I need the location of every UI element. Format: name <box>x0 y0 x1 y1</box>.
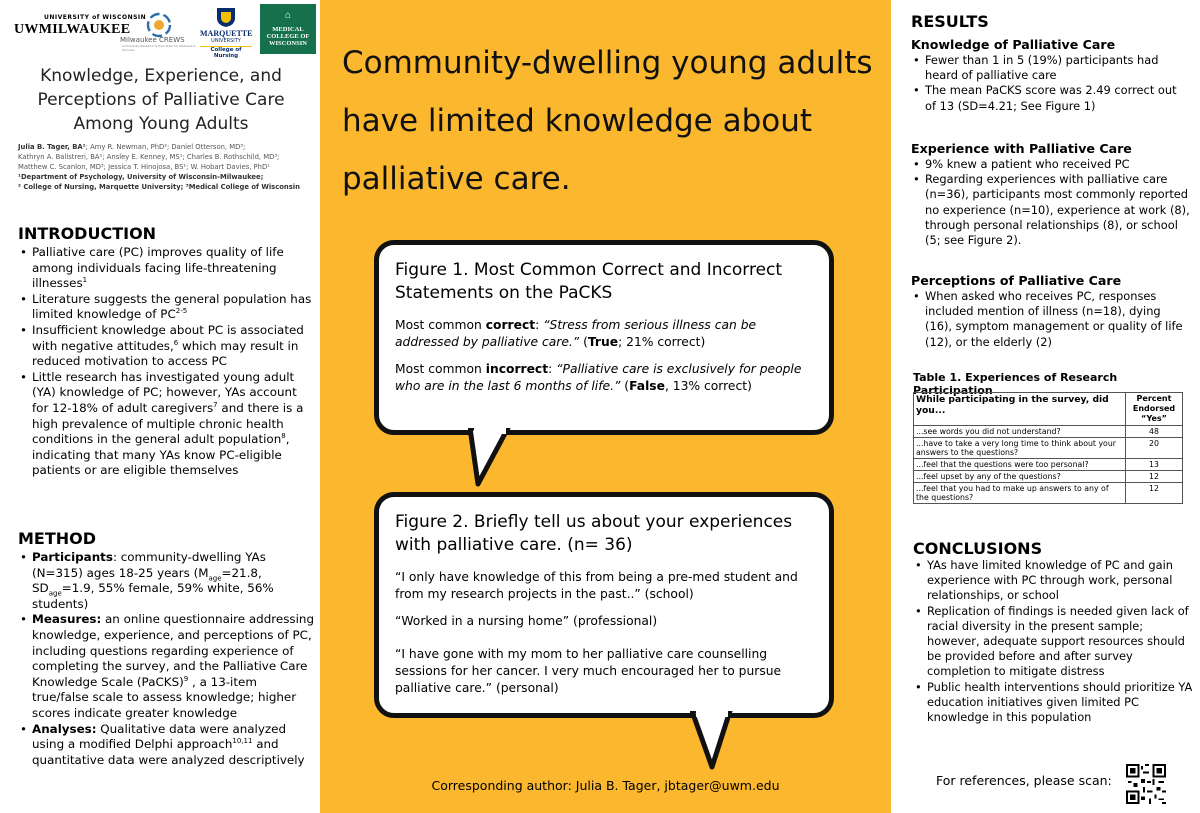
method-bullet: • Analyses: Qualitative data were analyzed using a modified Delphi approach$^{10,11}$ and quantitative data were analyzed descriptively <box>32 722 314 769</box>
author-line3: Matthew C. Scanlon, MD³; Jessica T. Hinojosa, BS¹; W. Hobart Davies, PhD¹ <box>18 163 270 171</box>
uwm-logo: UWMILWAUKEE <box>14 22 131 37</box>
method-bullet: • Measures: an online questionnaire addressing knowledge, experience, and perceptions of PC, including questions regarding experience of completing the survey, and the Palliative Care Knowledge Scale (PaCKS)$^9$ , a 13-item true/false scale to assess knowledge; higher scores indicate greater knowledge <box>32 612 314 721</box>
introduction-section <box>18 224 314 479</box>
experience-bullet: • 9% knew a patient who received PC <box>925 157 1191 172</box>
left-column <box>0 0 318 813</box>
corresponding-author: Corresponding author: Julia B. Tager, jbtager@uwm.edu <box>431 778 780 793</box>
author-first: Julia B. Tager, BA¹ <box>18 143 86 151</box>
table1-header-percent: Percent Endorsed “Yes” <box>1126 393 1183 426</box>
method-heading: METHOD <box>18 529 97 548</box>
perceptions-list <box>911 289 1191 350</box>
conclusion-bullet: • Public health interventions should prioritize YA education initiatives given limited PC knowledge in this population <box>927 680 1195 726</box>
crews-logo-subtext: Community Research & Education for Wellness & Services <box>122 44 196 52</box>
figure1-title: Figure 1. Most Common Correct and Incorrect Statements on the PaCKS <box>395 260 783 303</box>
perceptions-bullet: • When asked who receives PC, responses included mention of illness (n=18), dying (16), symptom management or quality of life (12), or the elderly (2) <box>925 289 1191 350</box>
uwm-logo-top: UNIVERSITY of WISCONSIN <box>44 14 147 21</box>
method-list <box>18 550 314 768</box>
poster-title: Knowledge, Experience, and Perceptions of Palliative Care Among Young Adults <box>37 66 285 134</box>
affiliation-2: ² College of Nursing, Marquette University; ³Medical College of Wisconsin <box>18 183 300 191</box>
mcw-line3: WISCONSIN <box>269 40 307 47</box>
experience-list <box>911 157 1191 248</box>
intro-bullet: • Literature suggests the general population has limited knowledge of PC$^{2-5}$ <box>32 292 314 323</box>
introduction-list <box>18 245 314 479</box>
affiliation-1: ¹Department of Psychology, University of Wisconsin-Milwaukee; <box>18 173 264 181</box>
figure2-quote-personal: “I have gone with my mom to her palliative care counselling sessions for her cancer. I very much encouraged her to pursue palliative care.” (personal) <box>395 647 782 695</box>
figure1-bubble <box>374 240 834 435</box>
conclusions-list <box>913 558 1195 725</box>
mcw-line2: COLLEGE OF <box>266 33 310 40</box>
results-knowledge <box>911 37 1191 114</box>
results-heading: RESULTS <box>911 12 989 31</box>
intro-bullet: • Palliative care (PC) improves quality of life among individuals facing life-threatening illnesses$^1$ <box>32 245 314 292</box>
results-experience <box>911 141 1191 248</box>
results-perceptions <box>911 273 1191 350</box>
crews-logo-text: Milwaukee CREWS <box>120 36 185 44</box>
table1-header-row <box>914 393 1183 426</box>
experience-bullet: • Regarding experiences with palliative care (n=36), participants most commonly reported no experience (n=10), experience at work (8), through personal relationships (8), or school (5; see Figure 2). <box>925 172 1191 248</box>
marquette-name: MARQUETTE <box>200 29 253 38</box>
author-list <box>18 142 308 192</box>
marquette-logo <box>200 6 253 59</box>
table-row: ...feel upset by any of the questions? 12 <box>914 471 1183 483</box>
introduction-heading: INTRODUCTION <box>18 224 157 243</box>
mcw-logo <box>260 4 316 54</box>
mcw-line1: MEDICAL <box>272 26 304 33</box>
table-row: ...see words you did not understand? 48 <box>914 426 1183 438</box>
table-row: ...have to take a very long time to think about your answers to the questions? 20 <box>914 438 1183 459</box>
author-line1: ; Amy R. Newman, PhD²; Daniel Otterson, MD³; <box>85 143 246 151</box>
perceptions-heading: Perceptions of Palliative Care <box>911 273 1122 288</box>
table-row: ...feel that you had to make up answers to any of the questions? 12 <box>914 483 1183 504</box>
intro-bullet: • Little research has investigated young adult (YA) knowledge of PC; however, YAs account for 12-18% of adult caregivers$^7$ and there is a high prevalence of multiple chronic health conditions in the general adult population$^8$, indicating that many YAs know PC-eligible patients or are eligible themselves <box>32 370 314 479</box>
figure2-title: Figure 2. Briefly tell us about your experiences with palliative care. (n= 36) <box>395 512 793 555</box>
marquette-university: UNIVERSITY <box>211 38 241 44</box>
author-line2: Kathryn A. Balistreri, BA¹; Ansley E. Kenney, MS¹; Charles B. Rothschild, MD³; <box>18 153 280 161</box>
table-row: ...feel that the questions were too personal? 13 <box>914 459 1183 471</box>
table1-caption: Table 1. Experiences of Research Participation <box>913 371 1118 397</box>
center-panel <box>320 0 891 813</box>
experience-heading: Experience with Palliative Care <box>911 141 1132 156</box>
knowledge-heading: Knowledge of Palliative Care <box>911 37 1116 52</box>
references-prompt: For references, please scan: <box>936 773 1112 788</box>
key-finding-headline: Community-dwelling young adults have limited knowledge about palliative care. <box>342 45 873 197</box>
marquette-shield-icon <box>215 6 237 28</box>
figure1-bubble-tail <box>468 428 518 488</box>
right-column <box>893 0 1200 813</box>
conclusions-heading: CONCLUSIONS <box>913 539 1043 558</box>
figure1-incorrect: Most common incorrect: “Palliative care is exclusively for people who are in the last 6 months of life.” (False, 13% correct) <box>395 362 802 393</box>
figure1-correct: Most common correct: “Stress from serious illness can be addressed by palliative care.” (True; 21% correct) <box>395 318 757 349</box>
figure2-bubble-tail <box>690 711 740 771</box>
knowledge-bullet: • Fewer than 1 in 5 (19%) participants had heard of palliative care <box>925 53 1191 83</box>
intro-bullet: • Insufficient knowledge about PC is associated with negative attitudes,$^6$ which may result in reduced motivation to access PC <box>32 323 314 370</box>
marquette-college: College of Nursing <box>200 46 252 59</box>
figure2-quote-professional: “Worked in a nursing home” (professional) <box>395 614 658 628</box>
knowledge-list <box>911 53 1191 114</box>
crews-logo-icon <box>146 12 172 38</box>
conclusions-section <box>913 539 1195 725</box>
conclusion-bullet: • YAs have limited knowledge of PC and gain experience with PC through work, personal relationships, or school <box>927 558 1195 604</box>
figure2-bubble <box>374 492 834 718</box>
mcw-building-icon: ⌂ <box>284 10 291 21</box>
figure2-quote-school: “I only have knowledge of this from being a pre-med student and from my research projects in the past..” (school) <box>395 570 798 601</box>
conclusion-bullet: • Replication of findings is needed given lack of racial diversity in the present sample; however, adequate support resources should be provided before and after survey completion to mitigate distress <box>927 604 1195 680</box>
knowledge-bullet: • The mean PaCKS score was 2.49 correct out of 13 (SD=4.21; See Figure 1) <box>925 83 1191 113</box>
table1-header-question: While participating in the survey, did you... <box>914 393 1126 426</box>
method-section <box>18 529 314 768</box>
table1 <box>913 392 1183 504</box>
method-bullet: • Participants: community-dwelling YAs (N=315) ages 18-25 years ($M_{age}=21.8$, $SD_{age}=1.9$, 55% female, 59% white, 56% students) <box>32 550 314 612</box>
qr-code-icon[interactable] <box>1126 764 1166 804</box>
